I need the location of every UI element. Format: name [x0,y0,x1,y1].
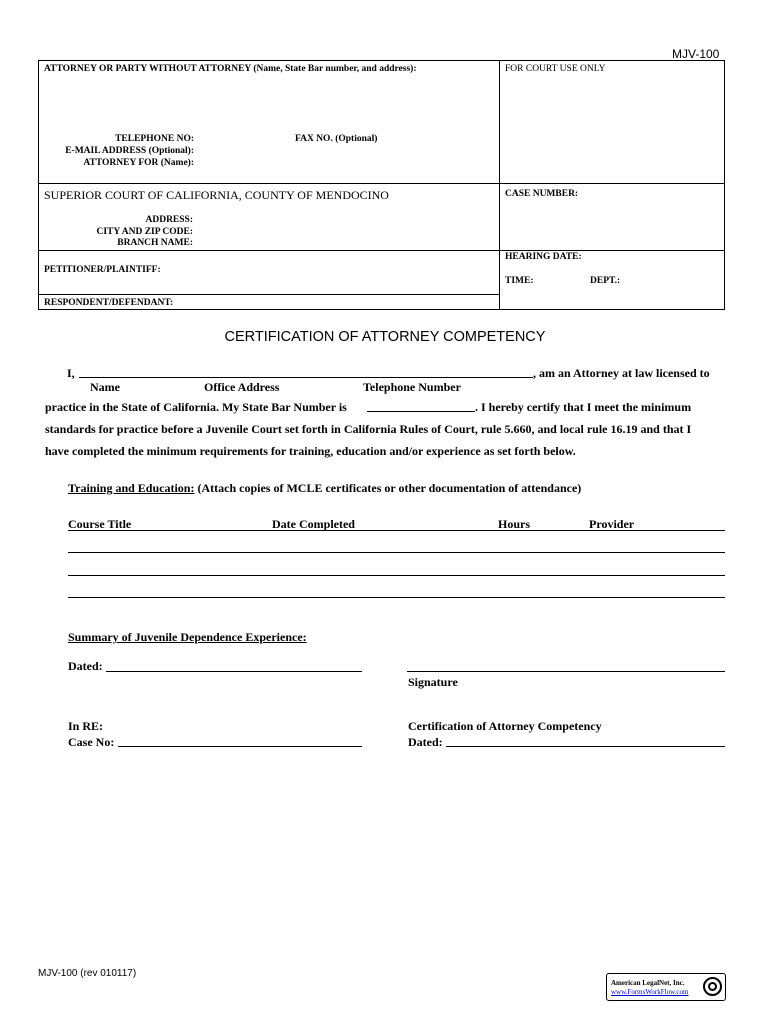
caption-divider [499,60,500,310]
training-row[interactable] [68,597,725,598]
training-note: (Attach copies of MCLE certificates or other documentation of attendance) [194,481,582,495]
telephone-label: TELEPHONE NO: [115,134,194,144]
publisher-stamp [606,973,726,1001]
cert-dated-label: Dated: [408,735,443,749]
case-number-label: CASE NUMBER: [505,189,579,199]
date-completed-column: Date Completed [272,517,355,531]
cert-label: Certification of Attorney Competency [408,719,602,733]
licensed-text: , am an Attorney at law licensed to [533,366,710,380]
branch-label: BRANCH NAME: [117,238,193,248]
training-heading-row [68,481,581,496]
document-title: CERTIFICATION OF ATTORNEY COMPETENCY [224,329,546,345]
petitioner-label: PETITIONER/PLAINTIFF: [44,265,161,275]
email-label: E-MAIL ADDRESS (Optional): [65,146,194,156]
case-no-field[interactable] [118,746,362,747]
attorney-identity-field[interactable] [79,377,533,378]
form-id: MJV-100 [672,47,720,61]
cert-dated-field[interactable] [446,746,725,747]
requirements-text: have completed the minimum requirements for training, education and/or experience as set forth below. [45,444,576,458]
signature-label: Signature [408,675,458,689]
practice-text: practice in the State of California. My State Bar Number is [45,400,347,414]
court-use-label: FOR COURT USE ONLY [505,64,606,74]
case-no-label: Case No: [68,735,115,749]
summary-heading: Summary of Juvenile Dependence Experience: [68,630,307,644]
name-caption: Name [90,380,120,394]
respondent-label: RESPONDENT/DEFENDANT: [44,298,174,308]
publisher-logo-icon [703,977,722,996]
revision-label: MJV-100 (rev 010117) [38,968,137,979]
publisher-link[interactable]: www.FormsWorkFlow.com [611,988,689,996]
in-re-label: In RE: [68,719,104,733]
fax-label: FAX NO. (Optional) [295,134,378,144]
attorney-for-label: ATTORNEY FOR (Name): [83,158,194,168]
training-header-rule [68,530,725,531]
caption-rule [38,294,499,295]
training-heading: Training and Education: [68,481,195,495]
hearing-date-label: HEARING DATE: [505,252,582,262]
city-zip-label: CITY AND ZIP CODE: [96,227,193,237]
certify-text: . I hereby certify that I meet the minimum [475,400,692,414]
dated-label: Dated: [68,659,103,673]
standards-text: standards for practice before a Juvenile Court set forth in California Rules of Court, rule 5.660, and local rule 16.19 and that I [45,422,692,436]
training-row[interactable] [68,575,725,576]
dept-label: DEPT.: [590,276,621,286]
state-bar-number-field[interactable] [367,411,475,412]
court-name: SUPERIOR COURT OF CALIFORNIA, COUNTY OF MENDOCINO [44,188,389,202]
i-label: I, [67,366,75,380]
time-label: TIME: [505,276,534,286]
training-row[interactable] [68,552,725,553]
dated-field[interactable] [106,671,362,672]
caption-rule [38,183,725,184]
office-address-caption: Office Address [204,380,280,394]
provider-column: Provider [589,517,635,531]
hours-column: Hours [498,517,531,531]
course-title-column: Course Title [68,517,132,531]
telephone-caption: Telephone Number [363,380,461,394]
address-label: ADDRESS: [145,215,193,225]
attorney-label: ATTORNEY OR PARTY WITHOUT ATTORNEY (Name, State Bar number, and address): [44,64,417,74]
publisher-name: American LegalNet, Inc. [611,979,685,987]
signature-field[interactable] [407,671,725,672]
caption-rule [38,250,725,251]
